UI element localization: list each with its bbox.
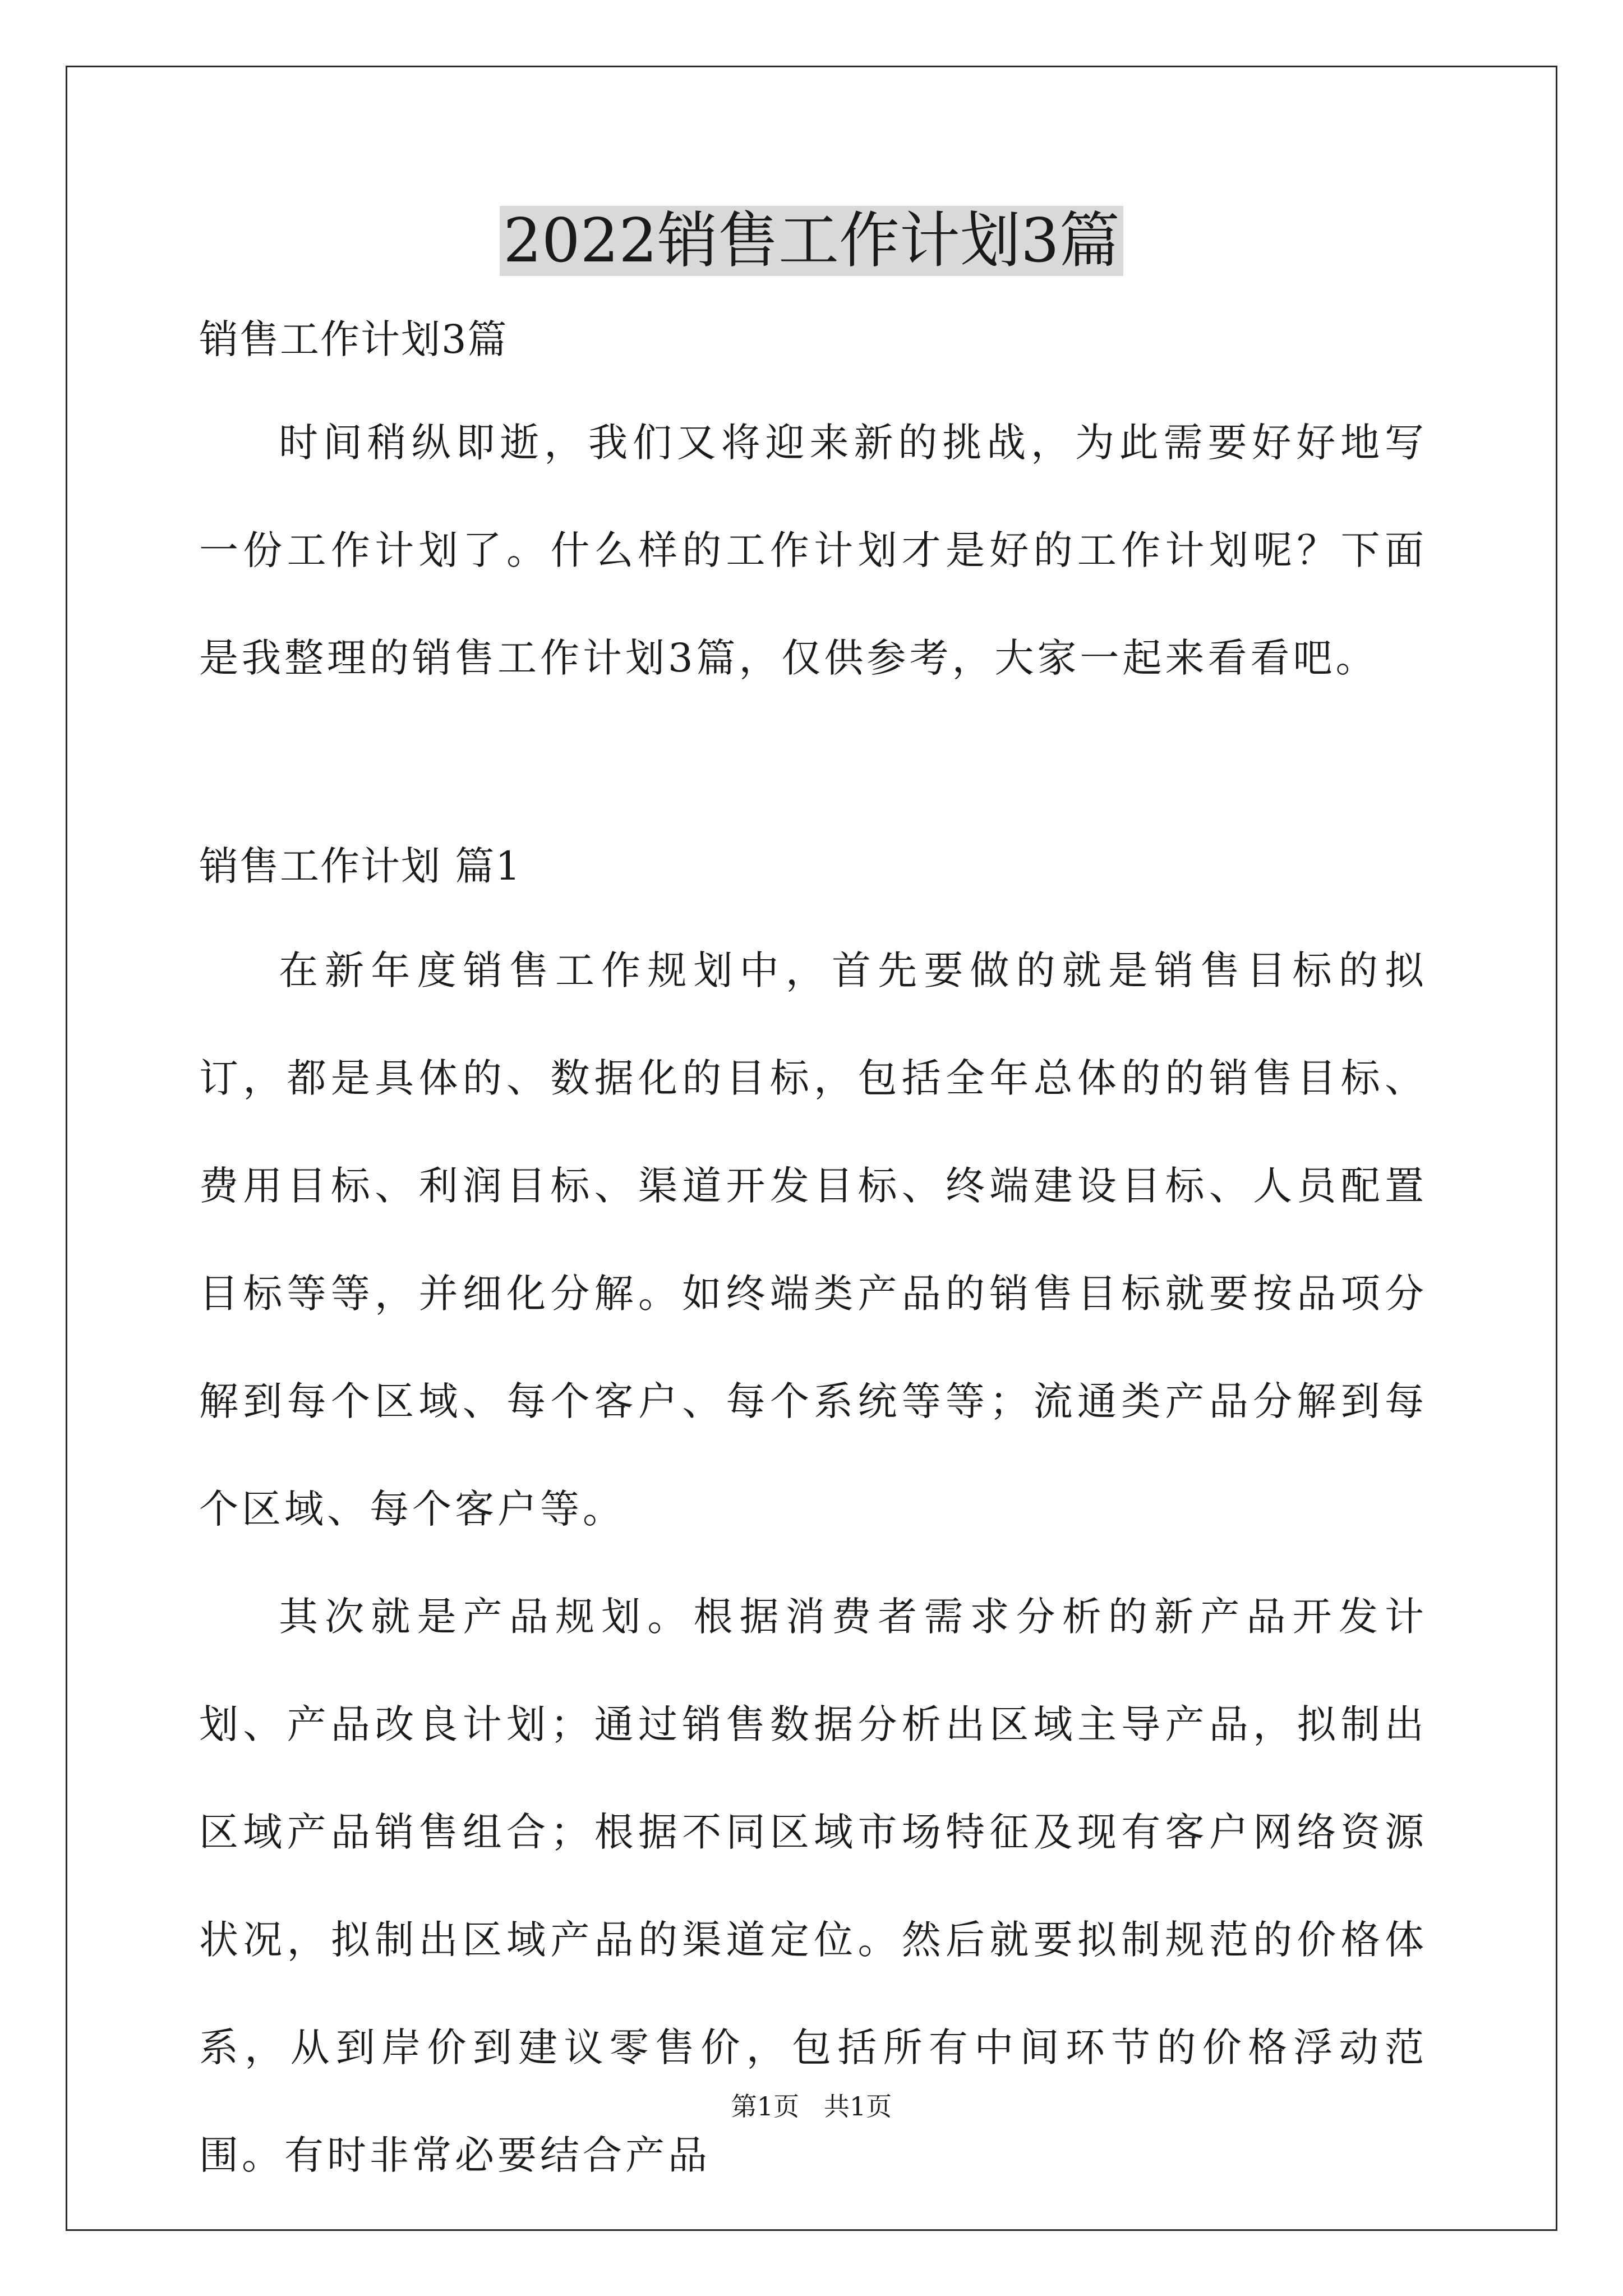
document-body bbox=[199, 311, 1427, 2209]
title-text: 2022销售工作计划3篇 bbox=[500, 206, 1123, 276]
section-1-heading: 销售工作计划 篇1 bbox=[199, 843, 522, 889]
document-title bbox=[0, 199, 1623, 283]
intro-paragraph: 时间稍纵即逝，我们又将迎来新的挑战，为此需要好好地写一份工作计划了。什么样的工作计划才是好的工作计划呢？下面是我整理的销售工作计划3篇，仅供参考，大家一起来看看吧。 bbox=[199, 420, 1427, 681]
section-1-paragraph-1: 在新年度销售工作规划中，首先要做的就是销售目标的拟订，都是具体的、数据化的目标，包括全年总体的的销售目标、费用目标、利润目标、渠道开发目标、终端建设目标、人员配置目标等等，并细化分解。如终端类产品的销售目标就要按品项分解到每个区域、每个客户、每个系统等等；流通类产品分解到每个区域、每个客户等。 bbox=[199, 947, 1427, 1532]
subtitle: 销售工作计划3篇 bbox=[199, 316, 508, 362]
page-number: 第1页 共1页 bbox=[731, 2091, 892, 2122]
section-1-paragraph-2: 其次就是产品规划。根据消费者需求分析的新产品开发计划、产品改良计划；通过销售数据分析出区域主导产品，拟制出区域产品销售组合；根据不同区域市场特征及现有客户网络资源状况，拟制出区域产品的渠道定位。然后就要拟制规范的价格体系，从到岸价到建议零售价，包括所有中间环节的价格浮动范围。有时非常必要结合产品 bbox=[199, 1594, 1427, 2178]
